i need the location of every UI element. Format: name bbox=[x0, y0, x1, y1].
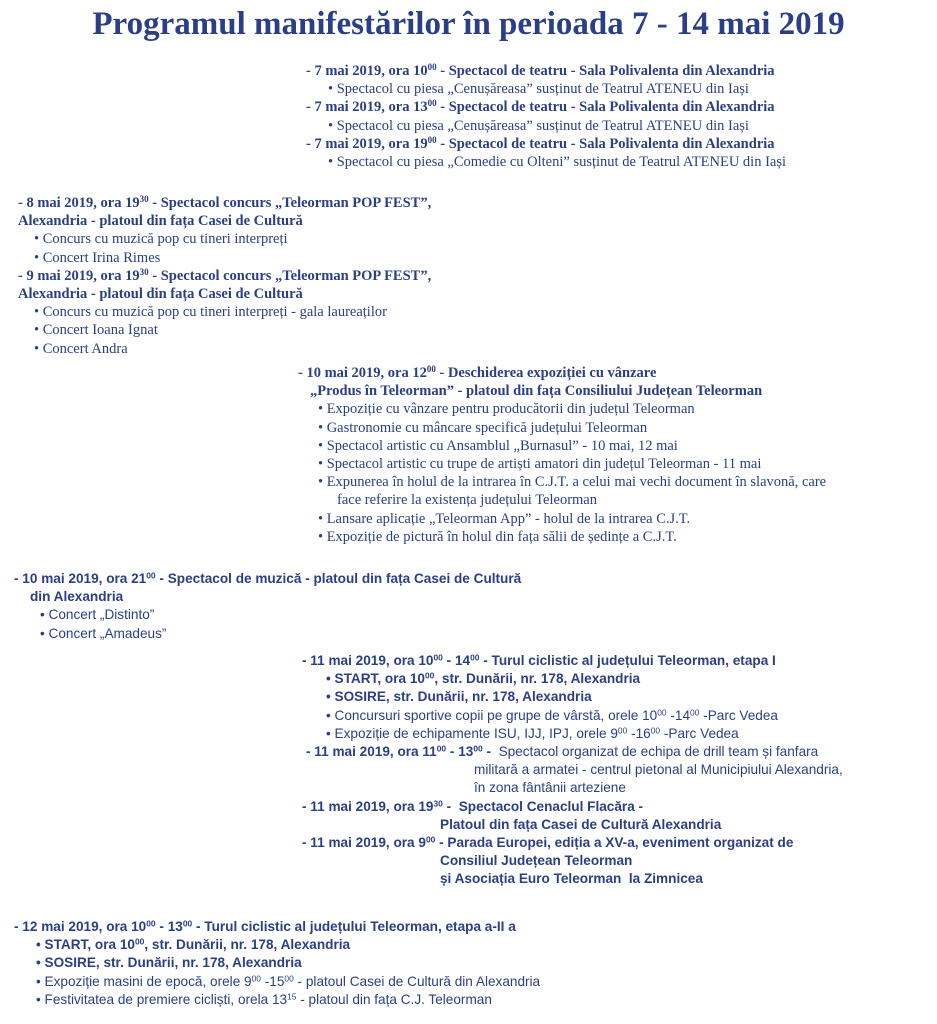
schedule-entry: - 12 mai 2019, ora $10^{00} - 13^{00}$ - Turul ciclistic al județului Teleorman, etapa a-II a bbox=[14, 918, 516, 934]
page-title: Programul manifestărilor în perioada 7 - 14 mai 2019 bbox=[92, 6, 845, 42]
schedule-item: • Gastronomie cu mâncare specifică județului Teleorman bbox=[298, 419, 826, 437]
schedule-entry: - 7 mai 2019, ora $13^{00}$ - Spectacol de teatru - Sala Polivalenta din Alexandria bbox=[306, 98, 775, 116]
schedule-block bbox=[306, 62, 786, 171]
schedule-entry: face referire la existența județului Teleorman bbox=[337, 492, 597, 509]
schedule-item: • Expoziție masini de epocă, orele $9^{00}$ $-15^{00}$ - platoul Casei de Cultură din Alexandria bbox=[14, 973, 540, 991]
schedule-entry: militară a armatei - centrul pietonal al Municipiului Alexandria, bbox=[474, 762, 843, 778]
schedule-item: • Expoziție de echipamente ISU, IJJ, IPJ, orele $9^{00}$ $-16^{00}$ -Parc Vedea bbox=[302, 725, 843, 743]
schedule-entry: - 9 mai 2019, ora $19^{30}$ - Spectacol concurs „Teleorman POP FEST”, bbox=[18, 266, 432, 284]
schedule-block bbox=[298, 364, 826, 546]
schedule-block bbox=[14, 918, 540, 1009]
schedule-item: • Spectacol cu piesa „Cenușăreasa” susținut de Teatrul ATENEU din Iași bbox=[306, 80, 786, 98]
schedule-entry: „Produs în Teleorman” - platoul din fața Consiliului Județean Teleorman bbox=[310, 383, 763, 400]
schedule-item: • Concurs cu muzică pop cu tineri interpreți - gala laureaților bbox=[18, 303, 431, 321]
schedule-entry: Platoul din fața Casei de Cultură Alexandria bbox=[440, 816, 722, 832]
schedule-block bbox=[14, 570, 521, 643]
schedule-entry: și Asociația Euro Teleorman la Zimnicea bbox=[440, 871, 703, 887]
schedule-item: • START, ora $10^{00}$, str. Dunării, nr. 178, Alexandria bbox=[14, 936, 540, 954]
schedule-item: • Festivitatea de premiere cicliști, orela $13^{15}$ - platoul din fața C.J. Teleorman bbox=[14, 991, 540, 1009]
schedule-item: • Expunerea în holul de la intrarea în C.J.T. a celui mai vechi document în slavonă, care bbox=[298, 473, 826, 491]
schedule-item: • Concert Ioana Ignat bbox=[18, 321, 431, 339]
schedule-entry: - 11 mai 2019, ora $9^{00}$ - Parada Europei, ediția a XV-a, eveniment organizat de bbox=[302, 834, 794, 850]
schedule-item: • Concert „Amadeus” bbox=[14, 625, 521, 643]
schedule-entry: Alexandria - platoul din fața Casei de Cultură bbox=[18, 285, 303, 302]
schedule-item: • Concert Andra bbox=[18, 340, 431, 358]
schedule-item: • Concert Irina Rimes bbox=[18, 249, 431, 267]
schedule-entry: - 10 mai 2019, ora $21^{00}$ - Spectacol de muzică - platoul din fața Casei de Cultură bbox=[14, 570, 522, 586]
schedule-item: • Spectacol artistic cu Ansamblul „Burnasul” - 10 mai, 12 mai bbox=[298, 437, 826, 455]
schedule-item: • Spectacol artistic cu trupe de artiști amatori din județul Teleorman - 11 mai bbox=[298, 455, 826, 473]
schedule-item: • Spectacol cu piesa „Cenușăreasa” susținut de Teatrul ATENEU din Iași bbox=[306, 117, 786, 135]
schedule-entry: din Alexandria bbox=[30, 589, 124, 605]
schedule-entry: Alexandria - platoul din fața Casei de Cultură bbox=[18, 213, 303, 230]
schedule-item: • Lansare aplicație „Teleorman App” - holul de la intrarea C.J.T. bbox=[298, 510, 826, 528]
schedule-block bbox=[18, 194, 431, 358]
schedule-entry: în zona fântânii arteziene bbox=[474, 780, 626, 796]
schedule-block bbox=[302, 652, 843, 888]
schedule-item: • Expoziție cu vânzare pentru producătorii din județul Teleorman bbox=[298, 400, 826, 418]
schedule-item: • SOSIRE, str. Dunării, nr. 178, Alexandria bbox=[302, 688, 843, 706]
schedule-entry: - 8 mai 2019, ora $19^{30}$ - Spectacol concurs „Teleorman POP FEST”, bbox=[18, 194, 432, 211]
schedule-item: • SOSIRE, str. Dunării, nr. 178, Alexandria bbox=[14, 954, 540, 972]
schedule-item: • Concurs cu muzică pop cu tineri interpreți bbox=[18, 230, 431, 248]
schedule-entry: - 10 mai 2019, ora $12^{00}$ - Deschiderea expoziției cu vânzare bbox=[298, 364, 657, 381]
schedule-item: • Expoziție de pictură în holul din fața sălii de ședințe a C.J.T. bbox=[298, 528, 826, 546]
schedule-entry: - 7 mai 2019, ora $19^{00}$ - Spectacol de teatru - Sala Polivalenta din Alexandria bbox=[306, 134, 775, 152]
schedule-entry: - 11 mai 2019, ora $10^{00} - 14^{00}$ - Turul ciclistic al județului Teleorman, etapa I bbox=[302, 652, 776, 668]
schedule-entry: Consiliul Județean Teleorman bbox=[440, 853, 633, 869]
schedule-entry: - 11 mai 2019, ora $11^{00} - 13^{00}$ - Spectacol organizat de echipa de drill team și fanfara bbox=[306, 743, 819, 759]
schedule-item: • Spectacol cu piesa „Comedie cu Olteni” susținut de Teatrul ATENEU din Iași bbox=[306, 153, 786, 171]
schedule-item: • START, ora $10^{00}$, str. Dunării, nr. 178, Alexandria bbox=[302, 670, 843, 688]
schedule-entry: - 7 mai 2019, ora $10^{00}$ - Spectacol de teatru - Sala Polivalenta din Alexandria bbox=[306, 62, 775, 79]
schedule-item: • Concert „Distinto” bbox=[14, 606, 521, 624]
schedule-entry: - 11 mai 2019, ora $19^{30}$ - Spectacol Cenaclul Flacăra - bbox=[302, 797, 644, 814]
schedule-item: • Concursuri sportive copii pe grupe de vârstă, orele $10^{00}$ $-14^{00}$ -Parc Vedea bbox=[302, 707, 843, 725]
